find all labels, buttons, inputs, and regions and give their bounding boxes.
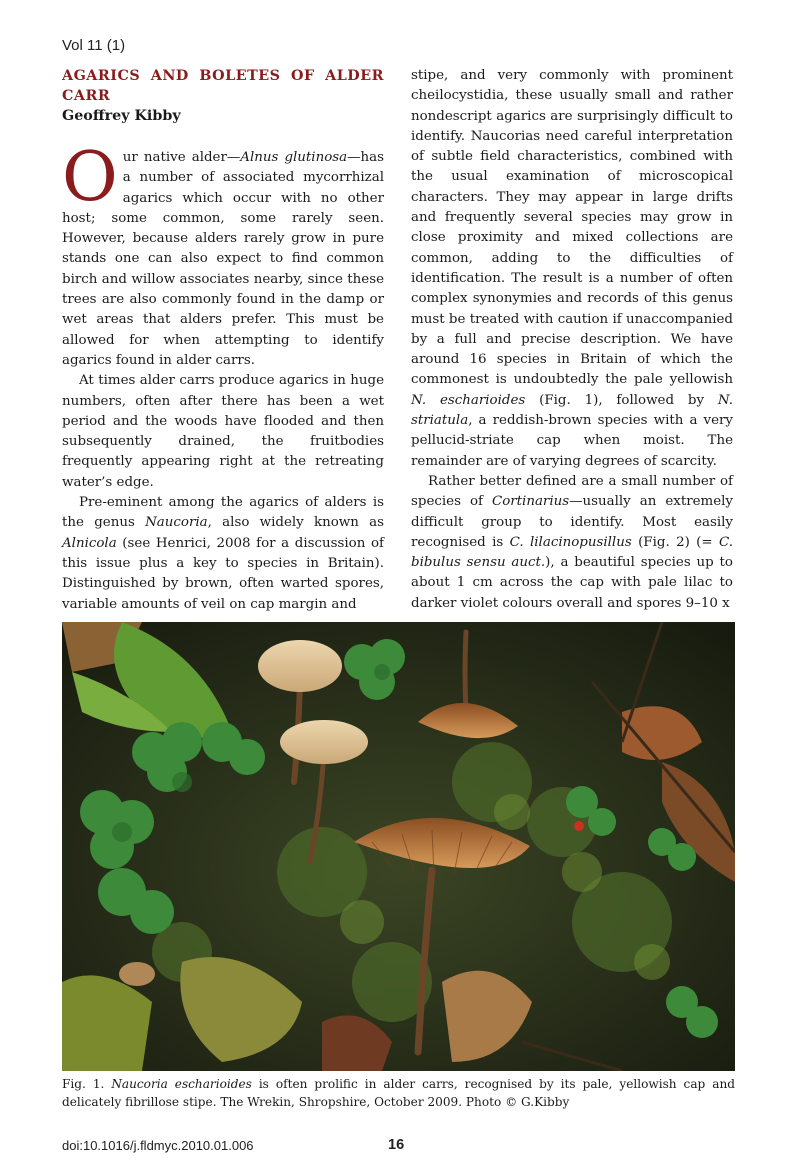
drop-cap: O	[62, 138, 118, 217]
figure-caption: Fig. 1. Naucoria escharioides is often prolific in alder carrs, recognised by its pale, yellowish cap and delicately fibrillose stipe. The Wrekin, Shropshire, October 2009. Photo © G.Kibby	[62, 1077, 735, 1109]
left-column	[62, 66, 384, 615]
paragraph-naucoria-cont: stipe, and very commonly with prominent cheilocystidia, these usually small and rather nondescript agarics are surprisingly difficult to identify. Naucorias need careful interpretation of subtle field characteristics, combined with the usual examination of microscopical characters. They may appear in large drifts and frequently several species may grow in close proximity and mixed collections are common, adding to the difficulties of identification. The result is a number of often complex synonymies and records of this genus must be treated with caution if unaccompanied by a full and precise description. We have around 16 species in Britain of which the commonest is undoubtedly the pale yellowish N. escharioides (Fig. 1), followed by N. striatula, a reddish-brown species with a very pellucid-striate cap when moist. The remainder are of varying degrees of scarcity.	[411, 68, 733, 469]
figure-photo-naucoria	[62, 622, 735, 1071]
mushroom-photo-illustration	[62, 622, 735, 1071]
article-title: AGARICS AND BOLETES OF ALDER CARR	[62, 68, 384, 104]
article-author: Geoffrey Kibby	[62, 108, 181, 124]
paragraph-intro: Our native alder—Alnus glutinosa—has a number of associated mycorrhizal agarics which occur with no other host; some common, some rarely seen. However, because alders rarely grow in pure stands one can also expect to find common birch and willow associates nearby, since these trees are also commonly found in the damp or wet areas that alders prefer. This must be allowed for when attempting to identify agarics found in alder carrs.	[62, 138, 385, 368]
doi-footer: doi:10.1016/j.fldmyc.2010.01.006	[62, 1138, 254, 1153]
page-number: 16	[388, 1137, 405, 1153]
paragraph-alder-carrs: At times alder carrs produce agarics in huge numbers, often after there has been a wet period and the woods have flooded and then subsequently drained, the fruitbodies frequently appearing right at the retreating water’s edge.	[62, 373, 384, 490]
paragraph-cortinarius: Rather better defined are a small number of species of Cortinarius—usually an extremely difficult group to identify. Most easily recognised is C. lilacinopusillus (Fig. 2) (= C. bibulus sensu auct.), a beautiful species up to about 1 cm across the cap with pale lilac to darker violet colours overall and spores 9–10 x	[411, 473, 734, 611]
volume-header: Vol 11 (1)	[62, 37, 126, 54]
right-column	[411, 66, 733, 614]
paragraph-naucoria: Pre-eminent among the agarics of alders is the genus Naucoria, also widely known as Alnicola (see Henrici, 2008 for a discussion of this issue plus a key to species in Britain). Distinguished by brown, often warted spores, variable amounts of veil on cap margin and	[62, 495, 385, 612]
